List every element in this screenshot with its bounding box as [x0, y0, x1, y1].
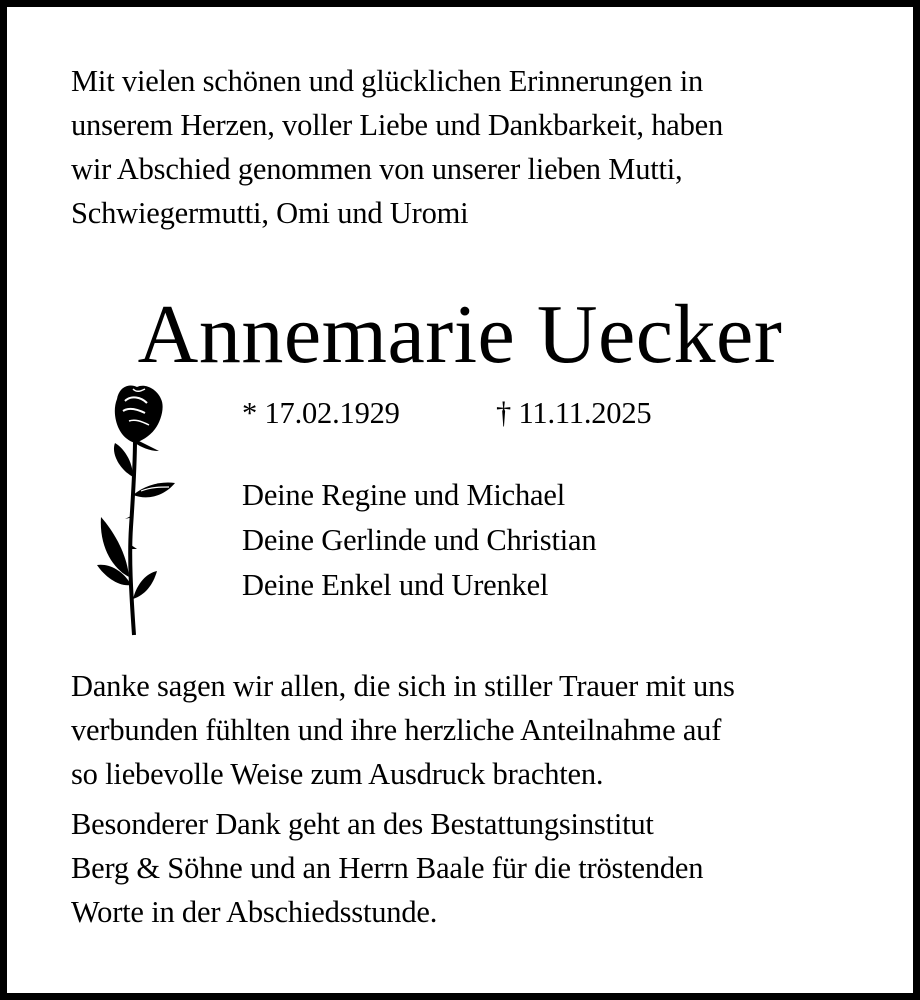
death-date: † 11.11.2025: [496, 396, 652, 430]
intro-line: wir Abschied genommen von unserer lieben Mutti,: [71, 152, 683, 186]
thanks-line: verbunden fühlten und ihre herzliche Anteilnahme auf: [71, 713, 722, 747]
thanks-line: Danke sagen wir allen, die sich in stiller Trauer mit uns: [71, 669, 735, 703]
special-thanks-line: Besonderer Dank geht an des Bestattungsinstitut: [71, 807, 654, 841]
intro-line: unserem Herzen, voller Liebe und Dankbarkeit, haben: [71, 108, 724, 142]
intro-line: Mit vielen schönen und glücklichen Erinnerungen in: [71, 64, 704, 98]
life-dates: [242, 391, 652, 435]
family-line: Deine Gerlinde und Christian: [242, 523, 597, 557]
rose-icon: [89, 377, 189, 639]
birth-date: * 17.02.1929: [242, 396, 400, 430]
family-line: Deine Regine und Michael: [242, 478, 565, 512]
special-thanks-paragraph: [71, 802, 703, 934]
thanks-paragraph: [71, 664, 735, 796]
family-signatures: [242, 473, 596, 608]
special-thanks-line: Worte in der Abschiedsstunde.: [71, 895, 438, 929]
thanks-line: so liebevolle Weise zum Ausdruck brachten.: [71, 757, 604, 791]
obituary-notice: [7, 7, 913, 993]
special-thanks-line: Berg & Söhne und an Herrn Baale für die tröstenden: [71, 851, 704, 885]
intro-paragraph: [71, 59, 723, 235]
deceased-name: Annemarie Uecker: [137, 288, 783, 381]
intro-line: Schwiegermutti, Omi und Uromi: [71, 196, 469, 230]
family-line: Deine Enkel und Urenkel: [242, 568, 549, 602]
